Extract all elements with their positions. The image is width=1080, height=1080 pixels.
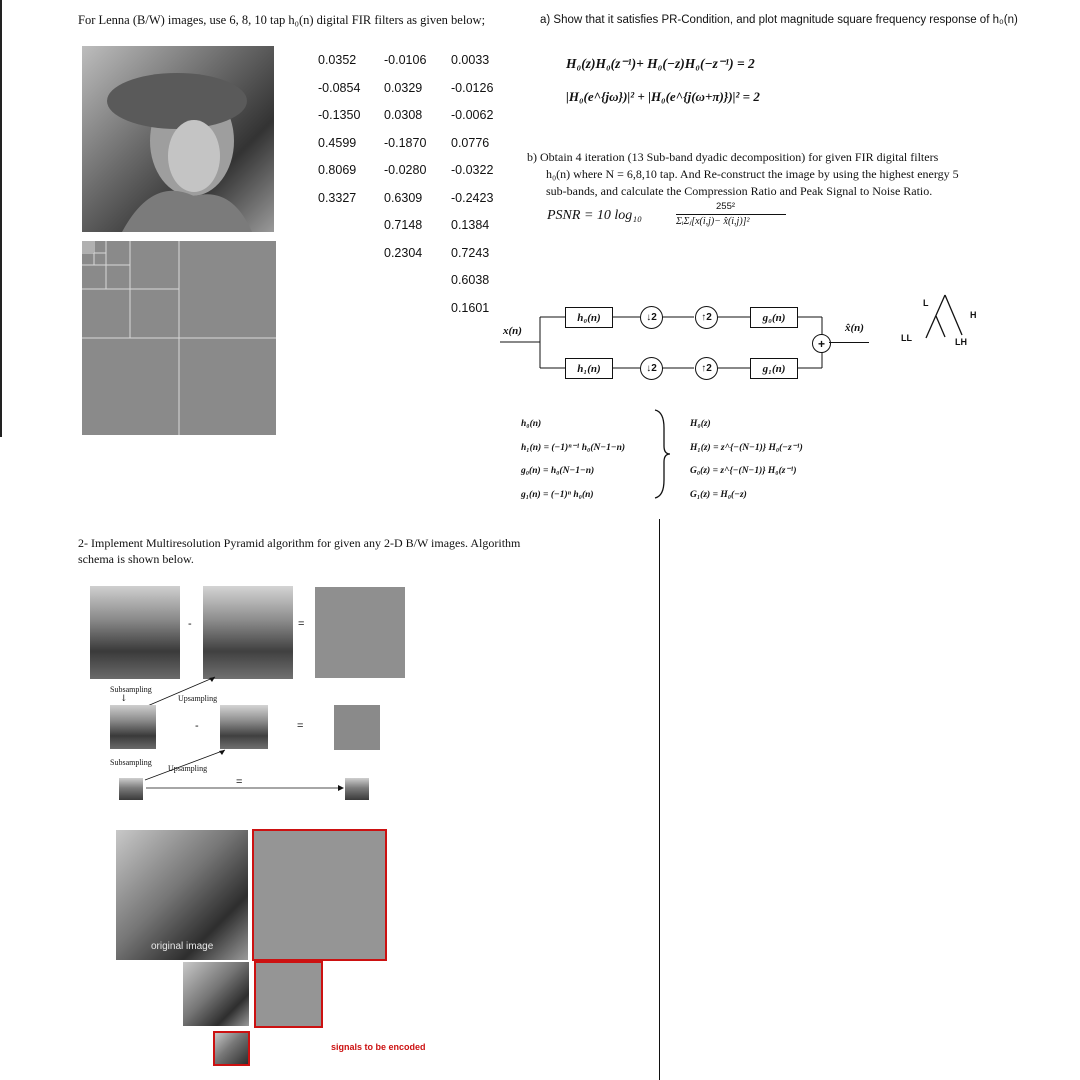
relation-H0: H₀(z) xyxy=(690,419,711,429)
output-line xyxy=(829,342,869,343)
coeff-value: 0.0329 xyxy=(384,80,423,95)
laplacian-level0 xyxy=(315,587,405,678)
column-divider xyxy=(659,519,660,1080)
bridge-image-expanded xyxy=(203,586,293,679)
coeff-value: 0.7148 xyxy=(384,218,423,232)
part-a-text: a) Show that it satisfies PR-Condition, and plot magnitude square frequency response of h₀(n) xyxy=(540,14,1018,26)
lenna-level1-image xyxy=(183,962,249,1026)
synthesis-filter-g0: g₀(n) xyxy=(750,307,798,328)
coeff-value: 0.3327 xyxy=(318,190,357,205)
upsampling-label-1: Upsampling xyxy=(178,694,218,703)
bridge-image-level2 xyxy=(119,778,143,800)
relation-G1: G₁(z) = H₀(−z) xyxy=(690,489,747,500)
minus-symbol-2: - xyxy=(195,720,199,732)
downsample-top: ↓2 xyxy=(640,306,663,329)
bridge-image-level0 xyxy=(90,586,180,679)
relations-left xyxy=(521,413,625,507)
coeff-value: -0.0854 xyxy=(318,80,361,95)
upsampling-arrow-2 xyxy=(140,745,230,785)
relations-right xyxy=(690,413,803,507)
laplacian-level1 xyxy=(334,705,380,750)
lenna-image xyxy=(82,46,274,232)
coeff-value: -0.2423 xyxy=(451,190,494,205)
wavelet-decomposition-image xyxy=(82,241,276,435)
header-text: For Lenna (B/W) images, use 6, 8, 10 tap h₀(n) digital FIR filters as given below; xyxy=(78,13,486,27)
relations-brace xyxy=(652,408,672,500)
relation-h1: h₁(n) = (−1)ⁿ⁻¹ h₀(N−1−n) xyxy=(521,442,626,453)
relation-h0: h₀(n) xyxy=(521,419,542,429)
filterbank-input: x(n) xyxy=(503,325,522,337)
coeff-value: 0.0352 xyxy=(318,53,357,67)
upsampling-label-2: Upsampling xyxy=(168,764,208,773)
part-b-line-2: h₀(n) where N = 6,8,10 tap. And Re-construct the image by using the highest energy 5 xyxy=(546,167,959,181)
equals-symbol-2: = xyxy=(297,720,304,732)
synthesis-filter-g1: g₁(n) xyxy=(750,358,798,379)
lenna-laplacian-level0 xyxy=(254,831,385,959)
coeff-value: 0.8069 xyxy=(318,163,357,177)
page-left-rule xyxy=(0,0,2,437)
coeff-value: -0.0126 xyxy=(451,80,494,95)
coeff-value: 0.4599 xyxy=(318,135,357,150)
coeff-col-2 xyxy=(384,53,434,273)
part-b-line-1: b) Obtain 4 iteration (13 Sub-band dyadic decomposition) for given FIR digital filters xyxy=(527,150,939,164)
copy-arrow xyxy=(146,783,346,793)
lenna-figure xyxy=(82,46,274,232)
subsampling-label-2: Subsampling xyxy=(110,758,152,767)
lenna-laplacian-level1 xyxy=(256,963,321,1026)
minus-symbol: - xyxy=(188,618,192,630)
coeff-value: 0.1384 xyxy=(451,218,490,232)
relation-G0: G₀(z) = z^{−(N−1)} H₀(z⁻¹) xyxy=(690,466,797,476)
bridge-image-level1-expanded xyxy=(220,705,268,749)
question-2-line-1: 2- Implement Multiresolution Pyramid algorithm for given any 2-D B/W images. Algorithm xyxy=(78,536,521,550)
psnr-denominator: ΣᵢΣⱼ[x(i,j)− x̂(i,j)]² xyxy=(676,216,750,227)
coeff-value: 0.6309 xyxy=(384,190,423,205)
coeff-value: -0.1870 xyxy=(384,135,427,150)
analysis-filter-h1: h₁(n) xyxy=(565,358,613,379)
bridge-image-level2-copy xyxy=(345,778,369,800)
psnr-fraction-bar xyxy=(676,214,786,215)
summing-junction: + xyxy=(812,334,831,353)
coeff-value: 0.6038 xyxy=(451,273,490,287)
coeff-value: 0.7243 xyxy=(451,245,490,260)
subsampling-label-1: Subsampling xyxy=(110,685,152,694)
coeff-col-3 xyxy=(451,53,501,328)
filterbank-output: x̂(n) xyxy=(845,322,864,334)
analysis-filter-h0: h₀(n) xyxy=(565,307,613,328)
bridge-image-level1 xyxy=(110,705,156,749)
psnr-label: PSNR = 10 log₁₀ xyxy=(547,208,643,223)
coeff-col-1 xyxy=(318,53,368,218)
coeff-value: 0.2304 xyxy=(384,245,423,260)
lenna-original-image xyxy=(116,830,248,960)
upsample-top: ↑2 xyxy=(695,306,718,329)
coeff-value: -0.0062 xyxy=(451,108,494,122)
relation-H1: H₁(z) = z^{−(N−1)} H₀(−z⁻¹) xyxy=(690,442,803,453)
tree-label-L: L xyxy=(923,298,929,308)
coeff-value: -0.0106 xyxy=(384,53,427,67)
down-arrow-icon: ↓ xyxy=(120,694,128,704)
pr-equation-1: H₀(z)H₀(z⁻¹)+ H₀(−z)H₀(−z⁻¹) = 2 xyxy=(566,56,755,71)
pr-equation-2: |H₀(e^{jω})|² + |H₀(e^{j(ω+π)})|² = 2 xyxy=(566,89,760,104)
downsample-bottom: ↓2 xyxy=(640,357,663,380)
subband-grid xyxy=(82,241,276,435)
tree-label-LH: LH xyxy=(955,337,967,347)
relation-g0: g₀(n) = h₀(N−1−n) xyxy=(521,466,595,476)
equals-symbol: = xyxy=(298,618,305,630)
tree-label-H: H xyxy=(970,310,977,320)
part-b-line-3: sub-bands, and calculate the Compression Ratio and Peak Signal to Noise Ratio. xyxy=(546,184,933,198)
signals-to-be-encoded-label: signals to be encoded xyxy=(331,1042,426,1052)
lenna-level2-image xyxy=(215,1033,248,1064)
coeff-value: 0.0308 xyxy=(384,108,423,122)
coeff-value: -0.1350 xyxy=(318,108,361,122)
coeff-value: -0.0280 xyxy=(384,163,427,177)
psnr-numerator: 255² xyxy=(716,201,736,212)
upsample-bottom: ↑2 xyxy=(695,357,718,380)
tree-label-LL: LL xyxy=(901,333,912,343)
coeff-value: -0.0322 xyxy=(451,163,494,177)
coeff-value: 0.0033 xyxy=(451,53,490,67)
question-2-line-2: schema is shown below. xyxy=(78,552,194,566)
coeff-value: 0.0776 xyxy=(451,135,490,150)
equals-symbol-3: = xyxy=(236,776,243,788)
coeff-value: 0.1601 xyxy=(451,300,490,315)
relation-g1: g₁(n) = (−1)ⁿ h₀(n) xyxy=(521,489,594,500)
original-image-label: original image xyxy=(151,941,214,952)
